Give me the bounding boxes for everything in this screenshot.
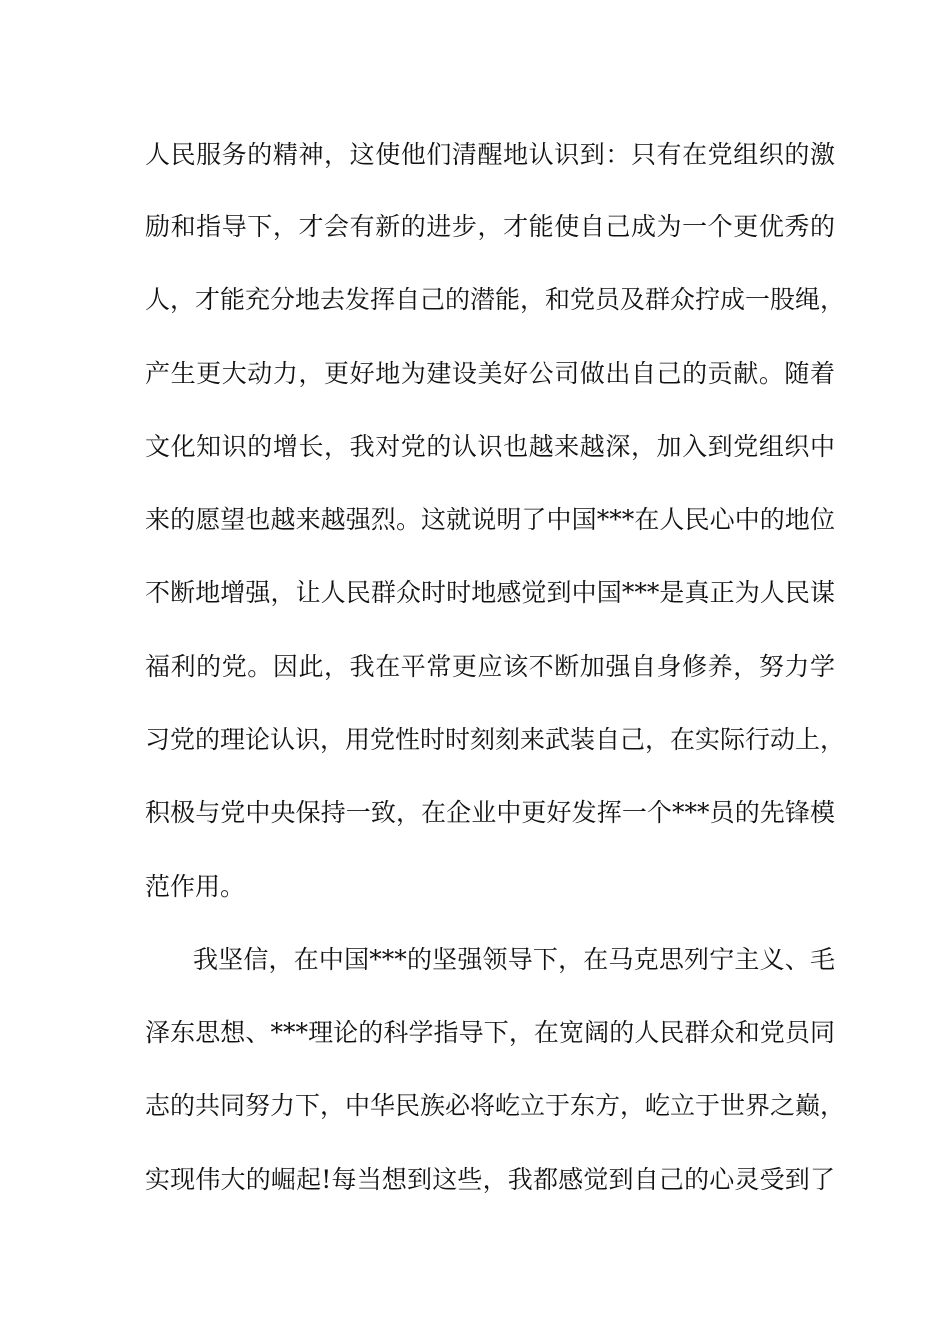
text-line: 产生更大动力，更好地为建设美好公司做出自己的贡献。随着 (145, 359, 835, 388)
text-line: 泽东思想、***理论的科学指导下，在宽阔的人民群众和党员同 (145, 1018, 835, 1047)
text-line: 实现伟大的崛起!每当想到这些，我都感觉到自己的心灵受到了 (145, 1165, 835, 1194)
text-line: 积极与党中央保持一致，在企业中更好发挥一个***员的先锋模 (145, 798, 835, 827)
text-line: 励和指导下，才会有新的进步，才能使自己成为一个更优秀的 (145, 212, 835, 241)
text-line: 福利的党。因此，我在平常更应该不断加强自身修养，努力学 (145, 652, 835, 681)
text-line: 志的共同努力下，中华民族必将屹立于东方，屹立于世界之巅， (145, 1091, 846, 1120)
text-line: 文化知识的增长，我对党的认识也越来越深，加入到党组织中 (145, 432, 835, 461)
text-line: 人民服务的精神，这使他们清醒地认识到：只有在党组织的激 (145, 140, 835, 169)
text-line: 来的愿望也越来越强烈。这就说明了中国***在人民心中的地位 (145, 505, 835, 534)
text-line: 不断地增强，让人民群众时时地感觉到中国***是真正为人民谋 (145, 578, 835, 607)
text-line: 习党的理论认识，用党性时时刻刻来武装自己，在实际行动上， (145, 725, 846, 754)
text-line: 人，才能充分地去发挥自己的潜能，和党员及群众拧成一股绳， (145, 285, 846, 314)
text-line-last: 范作用。 (145, 872, 246, 901)
paragraph-first-line: 我坚信，在中国***的坚强领导下，在马克思列宁主义、毛 (193, 945, 835, 974)
